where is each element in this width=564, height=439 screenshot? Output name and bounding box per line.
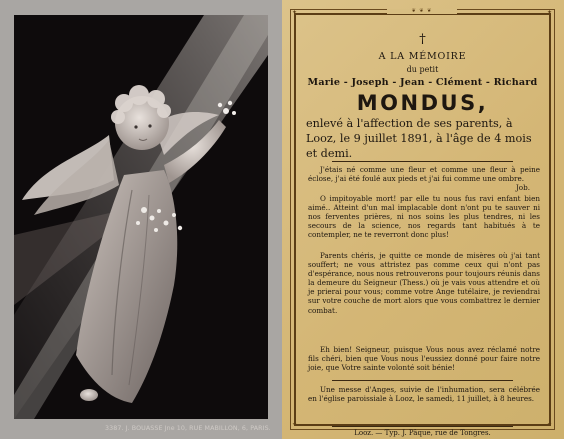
- job-reference: Job.: [515, 183, 530, 192]
- corner-ornament: ✦: [547, 9, 553, 16]
- cross-symbol: †: [419, 32, 426, 47]
- surname: MONDUS,: [356, 91, 489, 115]
- given-names: Marie - Joseph - Jean - Clément - Richard: [307, 77, 538, 88]
- publisher-imprint: 3387. J. BOUASSE Jne 10, RUE MABILLON, 6, PARIS.: [105, 425, 271, 432]
- memorial-text-card: [282, 0, 564, 439]
- paragraph-prayer: Eh bien! Seigneur, puisque Vous nous avez réclamé notre fils chéri, bien que Vous nous l'eussiez donné pour faire notre joie, que Votre sainte volonté soit bénie!: [308, 345, 540, 373]
- printer-line: Looz. — Typ. J. Pâque, rue de Tongres.: [354, 429, 491, 437]
- paragraph-job-quote: J'étais né comme une fleur et comme une fleur à peine éclose, j'ai été foulé aux pieds et j'ai fui comme une ombre.: [308, 165, 540, 184]
- angel-illustration: [14, 15, 271, 432]
- du-petit-line: du petit: [406, 65, 439, 74]
- angel-drawing: [14, 15, 268, 419]
- paragraph-mort: O impitoyable mort! par elle tu nous fus ravi enfant bien aimé.. Atteint d'un mal implacable dont n'ont pu te sauver ni nos ferventes prières, ni nos soins les plus tendres, ni les secours de la science, nos regards tant habitués à te contempler, ne te reverront donc plus!: [308, 194, 540, 240]
- angel-foot: [80, 389, 98, 401]
- divider-rule: [332, 161, 513, 162]
- corner-ornament: ✦: [292, 9, 298, 16]
- top-border-ornament: ❦ ❦ ❦: [387, 9, 457, 14]
- divider-rule: [332, 380, 513, 381]
- death-notice: enlevé à l'affection de ses parents, à Looz, le 9 juillet 1891, à l'âge de 4 mois et demi.: [306, 117, 532, 160]
- paragraph-parents: Parents chéris, je quitte ce monde de misères où j'ai tant souffert; ne vous attristez pas comme ceux qui n'ont pas d'espérance, nous nous retrouverons pour toujours réunis dans la demeure du Seigneur (Thess.) où je vais vous attendre et où je prierai pour vous; comme votre Ange tutélaire, je reviendrai sur votre couche de mort alors que vous combattrez le dernier combat.: [308, 251, 540, 315]
- corner-ornament: ✦: [547, 421, 553, 428]
- corner-ornament: ✦: [292, 421, 298, 428]
- mass-notice: Une messe d'Anges, suivie de l'inhumation, sera célébrée en l'église paroissiale à Looz, le samedi, 11 juillet, à 8 heures.: [308, 385, 540, 404]
- memorial-heading: A LA MÉMOIRE: [378, 51, 467, 62]
- divider-rule: [332, 426, 513, 427]
